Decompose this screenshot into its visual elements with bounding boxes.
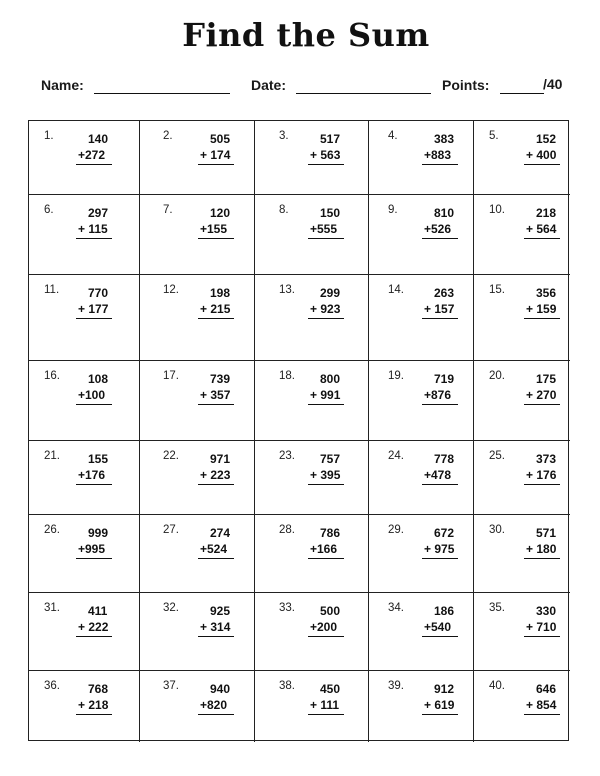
addend-bottom: +876: [424, 388, 452, 402]
problem-cell: [140, 515, 255, 593]
problem-number: 16.: [44, 370, 60, 382]
answer-line[interactable]: [76, 404, 112, 405]
problem-number: 5.: [489, 130, 499, 142]
problem-cell: [474, 195, 570, 275]
addend-top: 810: [434, 206, 455, 220]
problem-cell: [29, 121, 140, 195]
problem-number: 23.: [279, 450, 295, 462]
problem-number: 22.: [163, 450, 179, 462]
answer-line[interactable]: [422, 238, 458, 239]
addend-top: 646: [536, 682, 557, 696]
addend-top: 800: [320, 372, 341, 386]
problem-number: 11.: [44, 284, 60, 296]
problem-number: 17.: [163, 370, 179, 382]
problem-cell: [255, 195, 369, 275]
answer-line[interactable]: [308, 636, 344, 637]
answer-line[interactable]: [308, 164, 344, 165]
addend-bottom: + 270: [526, 388, 557, 402]
problem-cell: [140, 275, 255, 361]
addend-bottom: + 222: [78, 620, 109, 634]
addend-top: 672: [434, 526, 455, 540]
answer-line[interactable]: [198, 714, 234, 715]
problem-cell: [29, 195, 140, 275]
answer-line[interactable]: [524, 318, 560, 319]
problem-cell: [369, 361, 474, 441]
addend-top: 198: [210, 286, 231, 300]
answer-line[interactable]: [422, 164, 458, 165]
problem-number: 10.: [489, 204, 505, 216]
addend-bottom: + 854: [526, 698, 557, 712]
answer-line[interactable]: [524, 714, 560, 715]
answer-line[interactable]: [422, 484, 458, 485]
addend-bottom: +524: [200, 542, 228, 556]
addend-bottom: + 180: [526, 542, 557, 556]
problem-number: 29.: [388, 524, 404, 536]
addend-bottom: +272: [78, 148, 106, 162]
addend-bottom: + 159: [526, 302, 557, 316]
addend-top: 505: [210, 132, 231, 146]
addend-bottom: +200: [310, 620, 338, 634]
problem-number: 26.: [44, 524, 60, 536]
problem-cell: [255, 361, 369, 441]
problem-number: 12.: [163, 284, 179, 296]
addend-top: 186: [434, 604, 455, 618]
problem-number: 15.: [489, 284, 505, 296]
problem-number: 38.: [279, 680, 295, 692]
addend-bottom: + 215: [200, 302, 231, 316]
problem-cell: [369, 515, 474, 593]
addend-bottom: +526: [424, 222, 452, 236]
problem-cell: [369, 441, 474, 515]
addend-top: 140: [88, 132, 109, 146]
answer-line[interactable]: [198, 558, 234, 559]
answer-line[interactable]: [422, 558, 458, 559]
problem-cell: [474, 515, 570, 593]
addend-bottom: + 991: [310, 388, 341, 402]
problem-cell: [29, 671, 140, 742]
page-title: Find the Sum: [182, 16, 430, 54]
date-label: Date:: [251, 77, 287, 93]
answer-line[interactable]: [422, 714, 458, 715]
problem-cell: [29, 361, 140, 441]
addend-top: 373: [536, 452, 557, 466]
problem-cell: [29, 275, 140, 361]
addend-top: 757: [320, 452, 341, 466]
answer-line[interactable]: [76, 238, 112, 239]
problem-cell: [255, 441, 369, 515]
problem-cell: [255, 515, 369, 593]
problem-number: 13.: [279, 284, 295, 296]
problem-number: 32.: [163, 602, 179, 614]
problem-number: 2.: [163, 130, 173, 142]
answer-line[interactable]: [198, 318, 234, 319]
header-info-row: [0, 74, 600, 98]
addend-bottom: + 314: [200, 620, 231, 634]
name-field[interactable]: [94, 93, 230, 94]
answer-line[interactable]: [308, 404, 344, 405]
points-label: Points:: [442, 77, 490, 93]
addend-bottom: +176: [78, 468, 106, 482]
addend-bottom: + 563: [310, 148, 341, 162]
problem-number: 39.: [388, 680, 404, 692]
problem-number: 36.: [44, 680, 60, 692]
addend-top: 571: [536, 526, 557, 540]
problem-cell: [140, 593, 255, 671]
addend-top: 925: [210, 604, 231, 618]
problem-number: 9.: [388, 204, 398, 216]
addend-top: 770: [88, 286, 109, 300]
points-field[interactable]: [500, 93, 544, 94]
addend-bottom: +100: [78, 388, 106, 402]
addend-top: 263: [434, 286, 455, 300]
addend-bottom: + 157: [424, 302, 455, 316]
problem-cell: [474, 275, 570, 361]
addend-bottom: + 357: [200, 388, 231, 402]
addend-bottom: +883: [424, 148, 452, 162]
addend-bottom: + 975: [424, 542, 455, 556]
problem-cell: [255, 671, 369, 742]
addend-bottom: +995: [78, 542, 106, 556]
addend-bottom: + 395: [310, 468, 341, 482]
problem-cell: [369, 121, 474, 195]
answer-line[interactable]: [422, 636, 458, 637]
problem-cell: [474, 361, 570, 441]
addend-top: 299: [320, 286, 341, 300]
answer-line[interactable]: [76, 164, 112, 165]
addend-top: 218: [536, 206, 557, 220]
problem-cell: [369, 275, 474, 361]
answer-line[interactable]: [308, 558, 344, 559]
addend-bottom: + 223: [200, 468, 231, 482]
problem-cell: [140, 671, 255, 742]
answer-line[interactable]: [198, 238, 234, 239]
problem-number: 35.: [489, 602, 505, 614]
addend-top: 155: [88, 452, 109, 466]
addend-bottom: + 923: [310, 302, 341, 316]
problem-cell: [255, 593, 369, 671]
addend-top: 500: [320, 604, 341, 618]
problem-number: 40.: [489, 680, 505, 692]
addend-top: 150: [320, 206, 341, 220]
problem-cell: [474, 671, 570, 742]
addend-top: 940: [210, 682, 231, 696]
addend-top: 274: [210, 526, 231, 540]
addend-top: 450: [320, 682, 341, 696]
answer-line[interactable]: [524, 558, 560, 559]
addend-bottom: + 176: [526, 468, 557, 482]
addend-bottom: + 174: [200, 148, 231, 162]
addend-top: 768: [88, 682, 109, 696]
problem-number: 31.: [44, 602, 60, 614]
answer-line[interactable]: [524, 484, 560, 485]
answer-line[interactable]: [76, 558, 112, 559]
problem-cell: [255, 121, 369, 195]
addend-top: 297: [88, 206, 109, 220]
answer-line[interactable]: [198, 404, 234, 405]
problem-cell: [369, 593, 474, 671]
addend-top: 383: [434, 132, 455, 146]
answer-line[interactable]: [198, 164, 234, 165]
problem-cell: [474, 441, 570, 515]
addend-bottom: +820: [200, 698, 228, 712]
addend-top: 411: [88, 604, 108, 618]
answer-line[interactable]: [76, 318, 112, 319]
addend-bottom: + 111: [310, 698, 340, 712]
problem-number: 24.: [388, 450, 404, 462]
problem-number: 27.: [163, 524, 179, 536]
addend-bottom: + 400: [526, 148, 557, 162]
addend-top: 778: [434, 452, 455, 466]
addend-bottom: + 218: [78, 698, 109, 712]
points-total: /40: [543, 76, 563, 92]
answer-line[interactable]: [308, 318, 344, 319]
name-label: Name:: [41, 77, 84, 93]
addend-top: 739: [210, 372, 231, 386]
date-field[interactable]: [296, 93, 431, 94]
answer-line[interactable]: [198, 636, 234, 637]
problem-number: 18.: [279, 370, 295, 382]
problem-number: 6.: [44, 204, 54, 216]
problem-number: 19.: [388, 370, 404, 382]
problem-grid: [28, 120, 569, 741]
answer-line[interactable]: [524, 404, 560, 405]
addend-top: 517: [320, 132, 341, 146]
problem-number: 3.: [279, 130, 289, 142]
problem-cell: [140, 195, 255, 275]
problem-number: 37.: [163, 680, 179, 692]
addend-bottom: + 115: [78, 222, 108, 236]
problem-number: 21.: [44, 450, 60, 462]
addend-top: 120: [210, 206, 231, 220]
addend-top: 330: [536, 604, 557, 618]
answer-line[interactable]: [422, 404, 458, 405]
addend-bottom: +478: [424, 468, 452, 482]
addend-top: 786: [320, 526, 341, 540]
addend-top: 152: [536, 132, 557, 146]
problem-number: 1.: [44, 130, 54, 142]
problem-number: 14.: [388, 284, 404, 296]
answer-line[interactable]: [308, 484, 344, 485]
answer-line[interactable]: [308, 714, 344, 715]
problem-number: 33.: [279, 602, 295, 614]
addend-top: 356: [536, 286, 557, 300]
problem-cell: [140, 441, 255, 515]
problem-cell: [140, 121, 255, 195]
problem-number: 25.: [489, 450, 505, 462]
addend-bottom: + 619: [424, 698, 455, 712]
answer-line[interactable]: [524, 164, 560, 165]
addend-bottom: + 564: [526, 222, 557, 236]
problem-cell: [255, 275, 369, 361]
addend-bottom: +540: [424, 620, 452, 634]
problem-number: 7.: [163, 204, 173, 216]
problem-number: 34.: [388, 602, 404, 614]
answer-line[interactable]: [524, 238, 560, 239]
answer-line[interactable]: [308, 238, 344, 239]
answer-line[interactable]: [76, 636, 112, 637]
problem-cell: [369, 671, 474, 742]
problem-number: 20.: [489, 370, 505, 382]
problem-cell: [369, 195, 474, 275]
answer-line[interactable]: [76, 714, 112, 715]
problem-cell: [29, 515, 140, 593]
problem-cell: [140, 361, 255, 441]
answer-line[interactable]: [76, 484, 112, 485]
problem-cell: [474, 593, 570, 671]
problem-cell: [29, 593, 140, 671]
problem-number: 28.: [279, 524, 295, 536]
problem-cell: [29, 441, 140, 515]
problem-number: 30.: [489, 524, 505, 536]
problem-cell: [474, 121, 570, 195]
addend-top: 719: [434, 372, 455, 386]
addend-top: 175: [536, 372, 557, 386]
answer-line[interactable]: [422, 318, 458, 319]
problem-number: 8.: [279, 204, 289, 216]
answer-line[interactable]: [524, 636, 560, 637]
addend-bottom: +555: [310, 222, 338, 236]
addend-bottom: +155: [200, 222, 228, 236]
addend-top: 108: [88, 372, 109, 386]
addend-bottom: + 177: [78, 302, 109, 316]
problem-number: 4.: [388, 130, 398, 142]
addend-top: 912: [434, 682, 455, 696]
answer-line[interactable]: [198, 484, 234, 485]
addend-top: 971: [210, 452, 231, 466]
addend-bottom: +166: [310, 542, 338, 556]
addend-top: 999: [88, 526, 109, 540]
addend-bottom: + 710: [526, 620, 557, 634]
